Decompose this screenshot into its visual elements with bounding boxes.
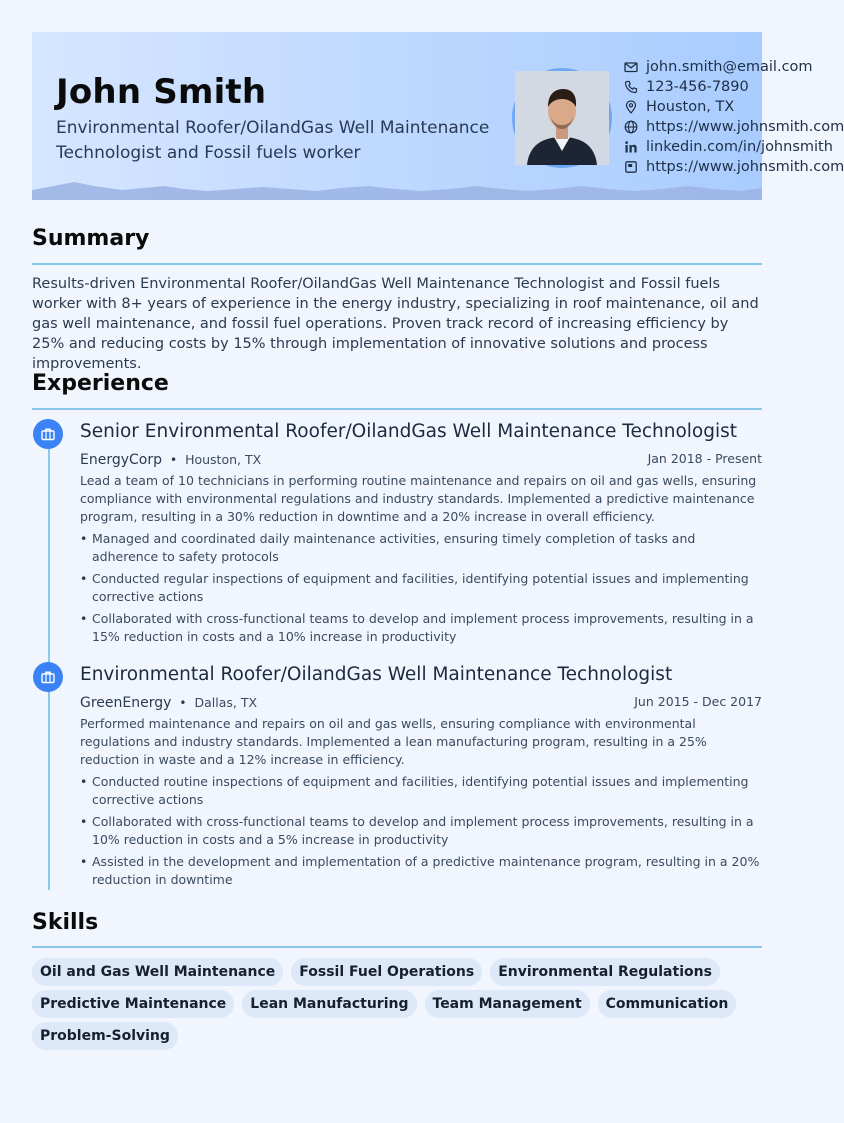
linkedin-icon (624, 140, 638, 154)
summary-heading: Summary (32, 226, 150, 251)
skill-tag: Predictive Maintenance (32, 990, 234, 1018)
location-icon (624, 100, 638, 114)
contact-list (624, 57, 844, 177)
skills-list (32, 958, 762, 1054)
list-item: • Collaborated with cross-functional teams to develop and implement process improvements, resulting in a 10% reduction in costs and a 5% increase in productivity (80, 813, 762, 849)
summary-divider (32, 263, 762, 265)
skills-divider (32, 946, 762, 948)
contact-email-text: john.smith@email.com (646, 59, 813, 75)
job-1-title: Senior Environmental Roofer/OilandGas Well Maintenance Technologist (80, 421, 737, 442)
job-2-dates: Jun 2015 - Dec 2017 (634, 693, 762, 709)
list-item: • Assisted in the development and implementation of a predictive maintenance program, resulting in a 20% reduction in downtime (80, 853, 762, 889)
job-2 (80, 663, 762, 889)
header-wave-decoration (32, 180, 762, 200)
resume-header (32, 32, 844, 200)
contact-linkedin-text: linkedin.com/in/johnsmith (646, 139, 833, 155)
summary-text: Results-driven Environmental Roofer/OilandGas Well Maintenance Technologist and Fossil fuels worker with 8+ years of experience in the energy industry, specializing in roof maintenance, oil and gas well maintenance, and fossil fuel operations. Proven track record of increasing efficiency by 25% and reducing costs by 15% through implementation of innovative solutions and process improvements. (32, 276, 759, 372)
job-1-dates: Jan 2018 - Present (647, 450, 762, 466)
briefcase-icon (40, 426, 56, 442)
job-2-marker (33, 662, 63, 692)
contact-website[interactable] (624, 117, 844, 137)
portfolio-icon (624, 160, 638, 174)
job-1-location: Houston, TX (185, 451, 262, 467)
contact-location-text: Houston, TX (646, 99, 735, 115)
list-item: • Managed and coordinated daily maintenance activities, ensuring timely completion of tasks and adherence to safety protocols (80, 530, 762, 566)
contact-phone-text: 123-456-7890 (646, 79, 749, 95)
separator-dot: • (170, 452, 178, 467)
contact-website-text: https://www.johnsmith.com (646, 119, 844, 135)
phone-icon (624, 80, 638, 94)
email-icon (624, 60, 638, 74)
contact-linkedin[interactable] (624, 137, 844, 157)
experience-divider (32, 408, 762, 410)
job-1-marker (33, 419, 63, 449)
skill-tag: Communication (598, 990, 737, 1018)
candidate-name: John Smith (56, 72, 267, 112)
globe-icon (624, 120, 638, 134)
job-1 (80, 420, 762, 646)
job-2-description: Performed maintenance and repairs on oil and gas wells, ensuring compliance with environmental regulations and industry standards. Implemented a lean manufacturing program, resulting in a 25% reduction in waste and a 12% increase in efficiency. (80, 716, 707, 767)
job-1-description: Lead a team of 10 technicians in performing routine maintenance and repairs on oil and gas wells, ensuring compliance with environmental regulations and industry standards. Implemented a predictive maintenance program, resulting in a 30% reduction in downtime and a 20% increase in overall efficiency. (80, 473, 757, 524)
contact-location (624, 97, 844, 117)
list-item: • Collaborated with cross-functional teams to develop and implement process improvements, resulting in a 15% reduction in costs and a 10% increase in productivity (80, 610, 762, 646)
skill-tag: Environmental Regulations (490, 958, 720, 986)
contact-phone[interactable] (624, 77, 844, 97)
profile-photo (512, 68, 612, 168)
experience-heading: Experience (32, 371, 169, 396)
candidate-title: Environmental Roofer/OilandGas Well Maintenance Technologist and Fossil fuels worker (56, 118, 490, 163)
job-2-company: GreenEnergy (80, 694, 172, 711)
job-2-bullets (80, 773, 762, 889)
job-1-bullets (80, 530, 762, 646)
list-item: • Conducted routine inspections of equipment and facilities, identifying potential issues and implementing corrective actions (80, 773, 762, 809)
job-2-location: Dallas, TX (194, 694, 258, 710)
skill-tag: Lean Manufacturing (242, 990, 416, 1018)
job-2-meta (80, 693, 762, 709)
skills-heading: Skills (32, 910, 99, 935)
job-2-title: Environmental Roofer/OilandGas Well Maintenance Technologist (80, 664, 673, 685)
skill-tag: Problem-Solving (32, 1022, 178, 1050)
list-item: • Conducted regular inspections of equipment and facilities, identifying potential issues and implementing corrective actions (80, 570, 762, 606)
briefcase-icon (40, 669, 56, 685)
skill-tag: Team Management (425, 990, 590, 1018)
separator-dot: • (179, 695, 187, 710)
contact-portfolio[interactable] (624, 157, 844, 177)
skill-tag: Oil and Gas Well Maintenance (32, 958, 283, 986)
contact-email[interactable] (624, 57, 844, 77)
job-1-company: EnergyCorp (80, 451, 162, 468)
job-1-meta (80, 450, 762, 466)
contact-portfolio-text: https://www.johnsmith.com (646, 159, 844, 175)
skill-tag: Fossil Fuel Operations (291, 958, 482, 986)
